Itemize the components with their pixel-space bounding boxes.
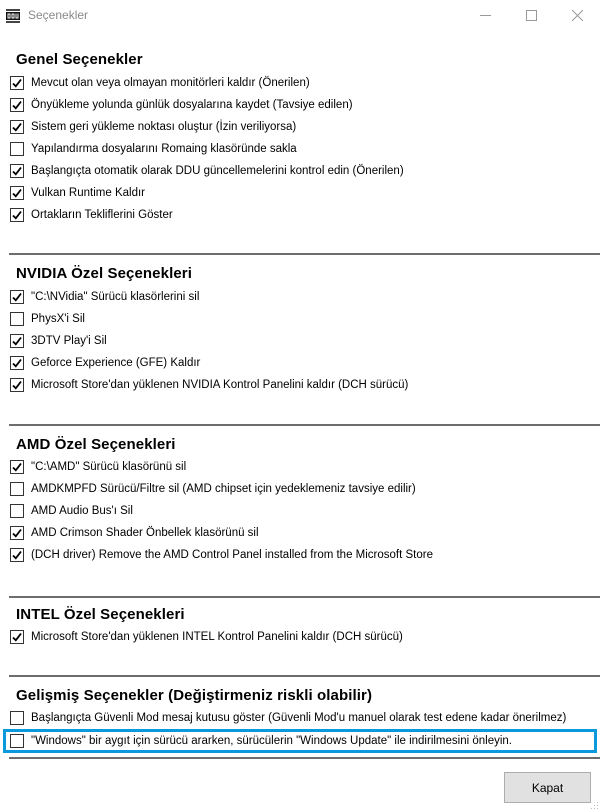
separator [9, 675, 600, 677]
minimize-icon [480, 10, 491, 21]
checkbox-label: PhysX'i Sil [31, 313, 85, 325]
checkbox-option[interactable] [10, 162, 404, 180]
checkbox[interactable] [10, 208, 24, 222]
separator [9, 757, 600, 759]
close-icon [572, 10, 583, 21]
section-title-intel: INTEL Özel Seçenekleri [16, 606, 185, 623]
checkbox[interactable] [10, 334, 24, 348]
checkbox-option[interactable] [10, 458, 186, 476]
checkmark-icon [12, 100, 22, 110]
checkbox-option[interactable] [10, 310, 85, 328]
checkbox[interactable] [10, 356, 24, 370]
checkbox[interactable] [10, 120, 24, 134]
checkmark-icon [12, 550, 22, 560]
checkbox-option[interactable] [10, 709, 566, 727]
close-button[interactable]: Kapat [504, 772, 591, 803]
separator [9, 253, 600, 255]
checkmark-icon [12, 528, 22, 538]
checkmark-icon [12, 166, 22, 176]
ddu-app-icon [6, 9, 20, 23]
checkbox-label: AMD Crimson Shader Önbellek klasörünü sil [31, 527, 259, 539]
section-title-nvidia: NVIDIA Özel Seçenekleri [16, 265, 192, 282]
checkbox-label: "C:\NVidia" Sürücü klasörlerini sil [31, 291, 200, 303]
checkbox-option[interactable] [10, 480, 416, 498]
checkbox-label: "Windows" bir aygıt için sürücü ararken, sürücülerin "Windows Update" ile indirilmesini önleyin. [31, 735, 512, 747]
checkmark-icon [12, 632, 22, 642]
checkbox[interactable] [10, 378, 24, 392]
checkbox[interactable] [10, 711, 24, 725]
resize-grip-icon[interactable] [589, 800, 599, 810]
checkbox[interactable] [10, 76, 24, 90]
checkbox-label: "C:\AMD" Sürücü klasörünü sil [31, 461, 187, 473]
section-title-amd: AMD Özel Seçenekleri [16, 436, 176, 453]
checkbox-label: Yapılandırma dosyalarını Romaing klasöründe sakla [31, 143, 297, 155]
checkmark-icon [12, 188, 22, 198]
checkbox-option[interactable] [10, 288, 199, 306]
checkbox-label: Geforce Experience (GFE) Kaldır [31, 357, 201, 369]
checkbox-label: Ortakların Tekliflerini Göster [31, 209, 173, 221]
checkbox-label: Microsoft Store'dan yüklenen INTEL Kontrol Panelini kaldır (DCH sürücü) [31, 631, 403, 643]
checkbox-label: Microsoft Store'dan yüklenen NVIDIA Kontrol Panelini kaldır (DCH sürücü) [31, 379, 409, 391]
section-title-advanced: Gelişmiş Seçenekler (Değiştirmeniz riskli olabilir) [16, 687, 373, 704]
checkbox-label: (DCH driver) Remove the AMD Control Panel installed from the Microsoft Store [31, 549, 434, 561]
close-window-button[interactable] [554, 0, 600, 30]
title-bar [0, 0, 600, 32]
maximize-button[interactable] [508, 0, 554, 30]
checkbox[interactable] [10, 290, 24, 304]
checkbox-label: Vulkan Runtime Kaldır [31, 187, 145, 199]
checkbox[interactable] [10, 482, 24, 496]
checkbox-option[interactable] [10, 140, 297, 158]
checkbox-option[interactable] [10, 546, 433, 564]
checkmark-icon [12, 336, 22, 346]
checkbox-label: Başlangıçta otomatik olarak DDU güncellemelerini kontrol edin (Önerilen) [31, 165, 404, 177]
checkmark-icon [12, 358, 22, 368]
checkmark-icon [12, 78, 22, 88]
checkbox-option[interactable] [10, 96, 353, 114]
checkbox[interactable] [10, 504, 24, 518]
checkbox[interactable] [10, 164, 24, 178]
checkbox[interactable] [10, 98, 24, 112]
checkmark-icon [12, 210, 22, 220]
checkbox[interactable] [10, 460, 24, 474]
separator [9, 424, 600, 426]
separator [9, 596, 600, 598]
checkmark-icon [12, 292, 22, 302]
checkbox[interactable] [10, 142, 24, 156]
checkmark-icon [12, 462, 22, 472]
checkbox[interactable] [10, 312, 24, 326]
checkbox[interactable] [10, 186, 24, 200]
checkbox-option[interactable] [10, 354, 200, 372]
checkbox-option[interactable] [10, 184, 145, 202]
checkmark-icon [12, 380, 22, 390]
checkmark-icon [12, 122, 22, 132]
checkbox[interactable] [10, 734, 24, 748]
checkbox-option[interactable] [10, 502, 133, 520]
checkbox-option[interactable] [10, 376, 408, 394]
checkbox-label: 3DTV Play'i Sil [31, 335, 107, 347]
checkbox-option[interactable] [10, 206, 173, 224]
checkbox-label: Önyükleme yolunda günlük dosyalarına kaydet (Tavsiye edilen) [31, 99, 353, 111]
checkbox-label: Mevcut olan veya olmayan monitörleri kaldır (Önerilen) [31, 77, 310, 89]
checkbox-option[interactable] [10, 628, 403, 646]
section-title-general: Genel Seçenekler [16, 51, 143, 68]
checkbox-label: AMDKMPFD Sürücü/Filtre sil (AMD chipset için yedeklemeniz tavsiye edilir) [31, 483, 416, 495]
minimize-button[interactable] [462, 0, 508, 30]
checkbox[interactable] [10, 526, 24, 540]
checkbox-label: Sistem geri yükleme noktası oluştur (İzin veriliyorsa) [31, 121, 297, 133]
window-title: Seçenekler [28, 8, 89, 22]
maximize-icon [526, 10, 537, 21]
checkbox[interactable] [10, 630, 24, 644]
checkbox-option-highlighted[interactable] [10, 732, 512, 750]
checkbox-label: Başlangıçta Güvenli Mod mesaj kutusu göster (Güvenli Mod'u manuel olarak test edene kadar önerilmez) [31, 712, 567, 724]
checkbox-label: AMD Audio Bus'ı Sil [31, 505, 133, 517]
checkbox-option[interactable] [10, 118, 296, 136]
checkbox-option[interactable] [10, 524, 259, 542]
checkbox-option[interactable] [10, 74, 310, 92]
checkbox-option[interactable] [10, 332, 107, 350]
checkbox[interactable] [10, 548, 24, 562]
